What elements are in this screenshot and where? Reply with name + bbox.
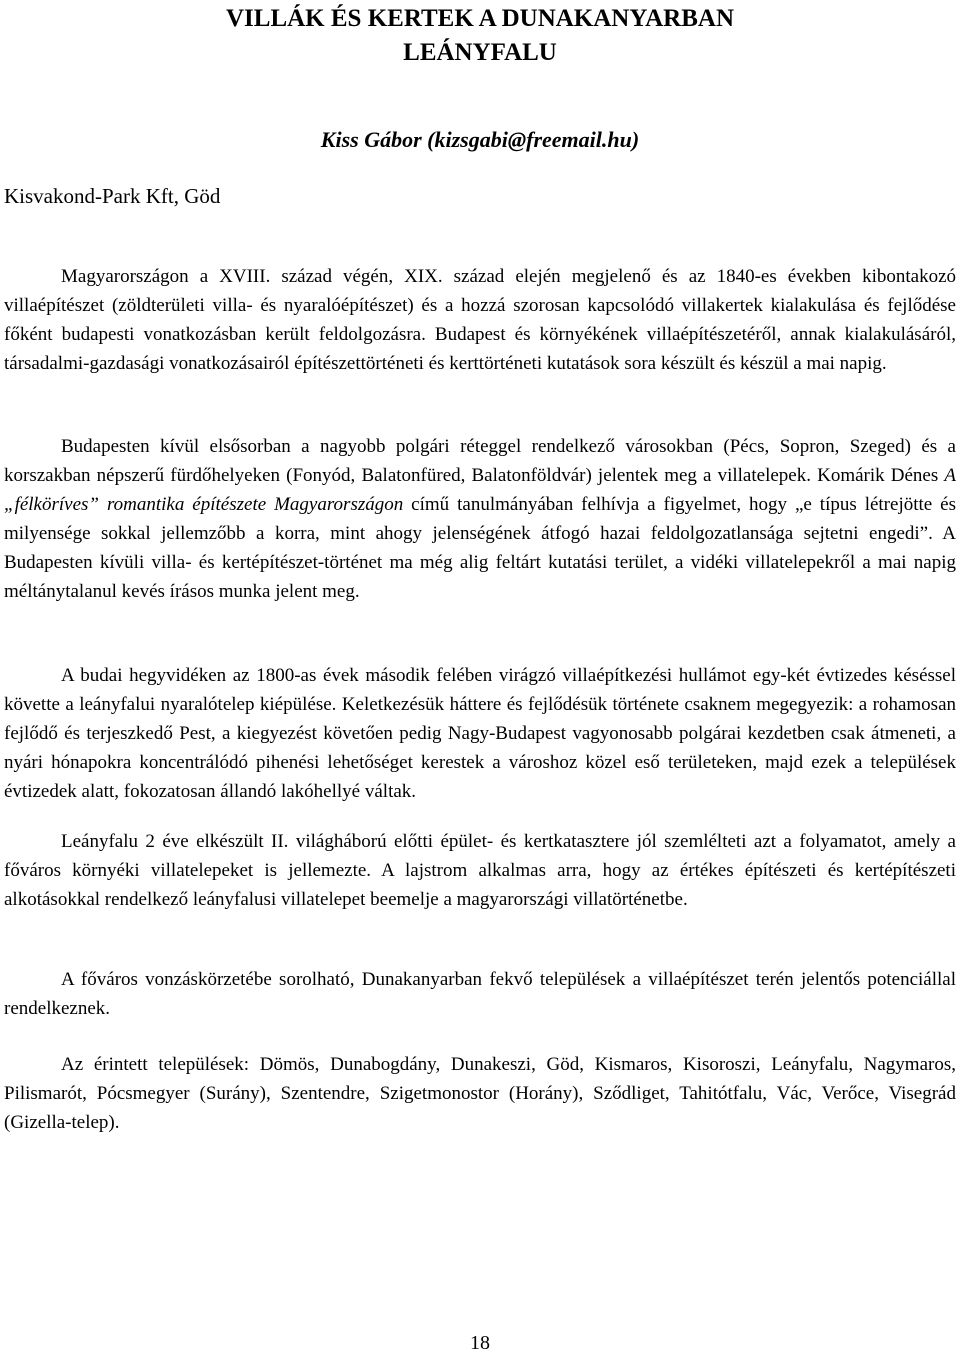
- paragraph-2-text-a: Budapesten kívül elsősorban a nagyobb polgári réteggel rendelkező városokban (Pécs, Sopron, Szeged) és a korszakban népszerű fürdőhelyeken (Fonyód, Balatonfüred, Balatonföldvár) jelentek meg a villatelepek. Komárik Dénes: [4, 436, 956, 486]
- paragraph-6: Az érintett települések: Dömös, Dunabogdány, Dunakeszi, Göd, Kismaros, Kisoroszi, Leányfalu, Nagymaros, Pilismarót, Pócsmegyer (Surány), Szentendre, Szigetmonostor (Horány), Sződliget, Tahitótfalu, Vác, Verőce, Visegrád (Gizella-telep).: [4, 1054, 956, 1133]
- affiliation-line: Kisvakond-Park Kft, Göd: [4, 184, 221, 208]
- cited-work-title: A „félköríves” romantika építészete Magyarországon: [4, 465, 956, 515]
- title-line-2: LEÁNYFALU: [403, 39, 557, 66]
- author-line: Kiss Gábor (kizsgabi@freemail.hu): [320, 127, 640, 152]
- paragraph-2: [4, 432, 956, 606]
- document-title: [180, 2, 780, 70]
- paragraph-2-text-b: című tanulmányában felhívja a figyelmet, hogy „e típus létrejötte és milyensége sokkal jellemzőbb a korra, mint ahogy jelenségének átfogó hazai feldolgozatlansága sejtetni engedi”. A Budapesten kívüli villa- és kertépítészet-történet ma még alig feltárt kutatási terület, a vidéki villatelepekről a mai napig méltánytalanul kevés írásos munka jelent meg.: [4, 494, 956, 602]
- paragraph-3: A budai hegyvidéken az 1800-as évek második felében virágzó villaépítkezési hullámot egy-két évtizedes késéssel követte a leányfalui nyaralótelep kiépülése. Keletkezésük háttere és fejlődésük története csaknem megegyezik: a rohamosan fejlődő és terjeszkedő Pest, a kiegyezést követően pedig Nagy-Budapest vagyonosabb polgárai kezdetben csak átmeneti, a nyári hónapokra koncentrálódó pihenési lehetőséget kerestek a városhoz közel eső területeken, majd ezek a települések évtizedek alatt, fokozatosan állandó lakóhellyé váltak.: [4, 665, 956, 802]
- paragraph-1: Magyarországon a XVIII. század végén, XIX. század elején megjelenő és az 1840-es években kibontakozó villaépítészet (zöldterületi villa- és nyaralóépítészet) és a hozzá szorosan kapcsolódó villakertek kialakulása és fejlődése főként budapesti vonatkozásban került feldolgozásra. Budapest és környékének villaépítészetéről, annak kialakulásáról, társadalmi-gazdasági vonatkozásairól építészettörténeti és kerttörténeti kutatások sora készült és készül a mai napig.: [4, 266, 956, 374]
- title-line-1: VILLÁK ÉS KERTEK A DUNAKANYARBAN: [225, 5, 735, 32]
- page-number: 18: [470, 1332, 490, 1354]
- paragraph-5: A főváros vonzáskörzetébe sorolható, Dunakanyarban fekvő települések a villaépítészet terén jelentős potenciállal rendelkeznek.: [4, 969, 956, 1019]
- paragraph-4: Leányfalu 2 éve elkészült II. világháború előtti épület- és kertkatasztere jól szemlélteti azt a folyamatot, amely a főváros környéki villatelepeket is jellemezte. A lajstrom alkalmas arra, hogy az értékes építészeti és kertépítészeti alkotásokkal rendelkező leányfalusi villatelepet beemelje a magyarországi villatörténetbe.: [4, 831, 956, 910]
